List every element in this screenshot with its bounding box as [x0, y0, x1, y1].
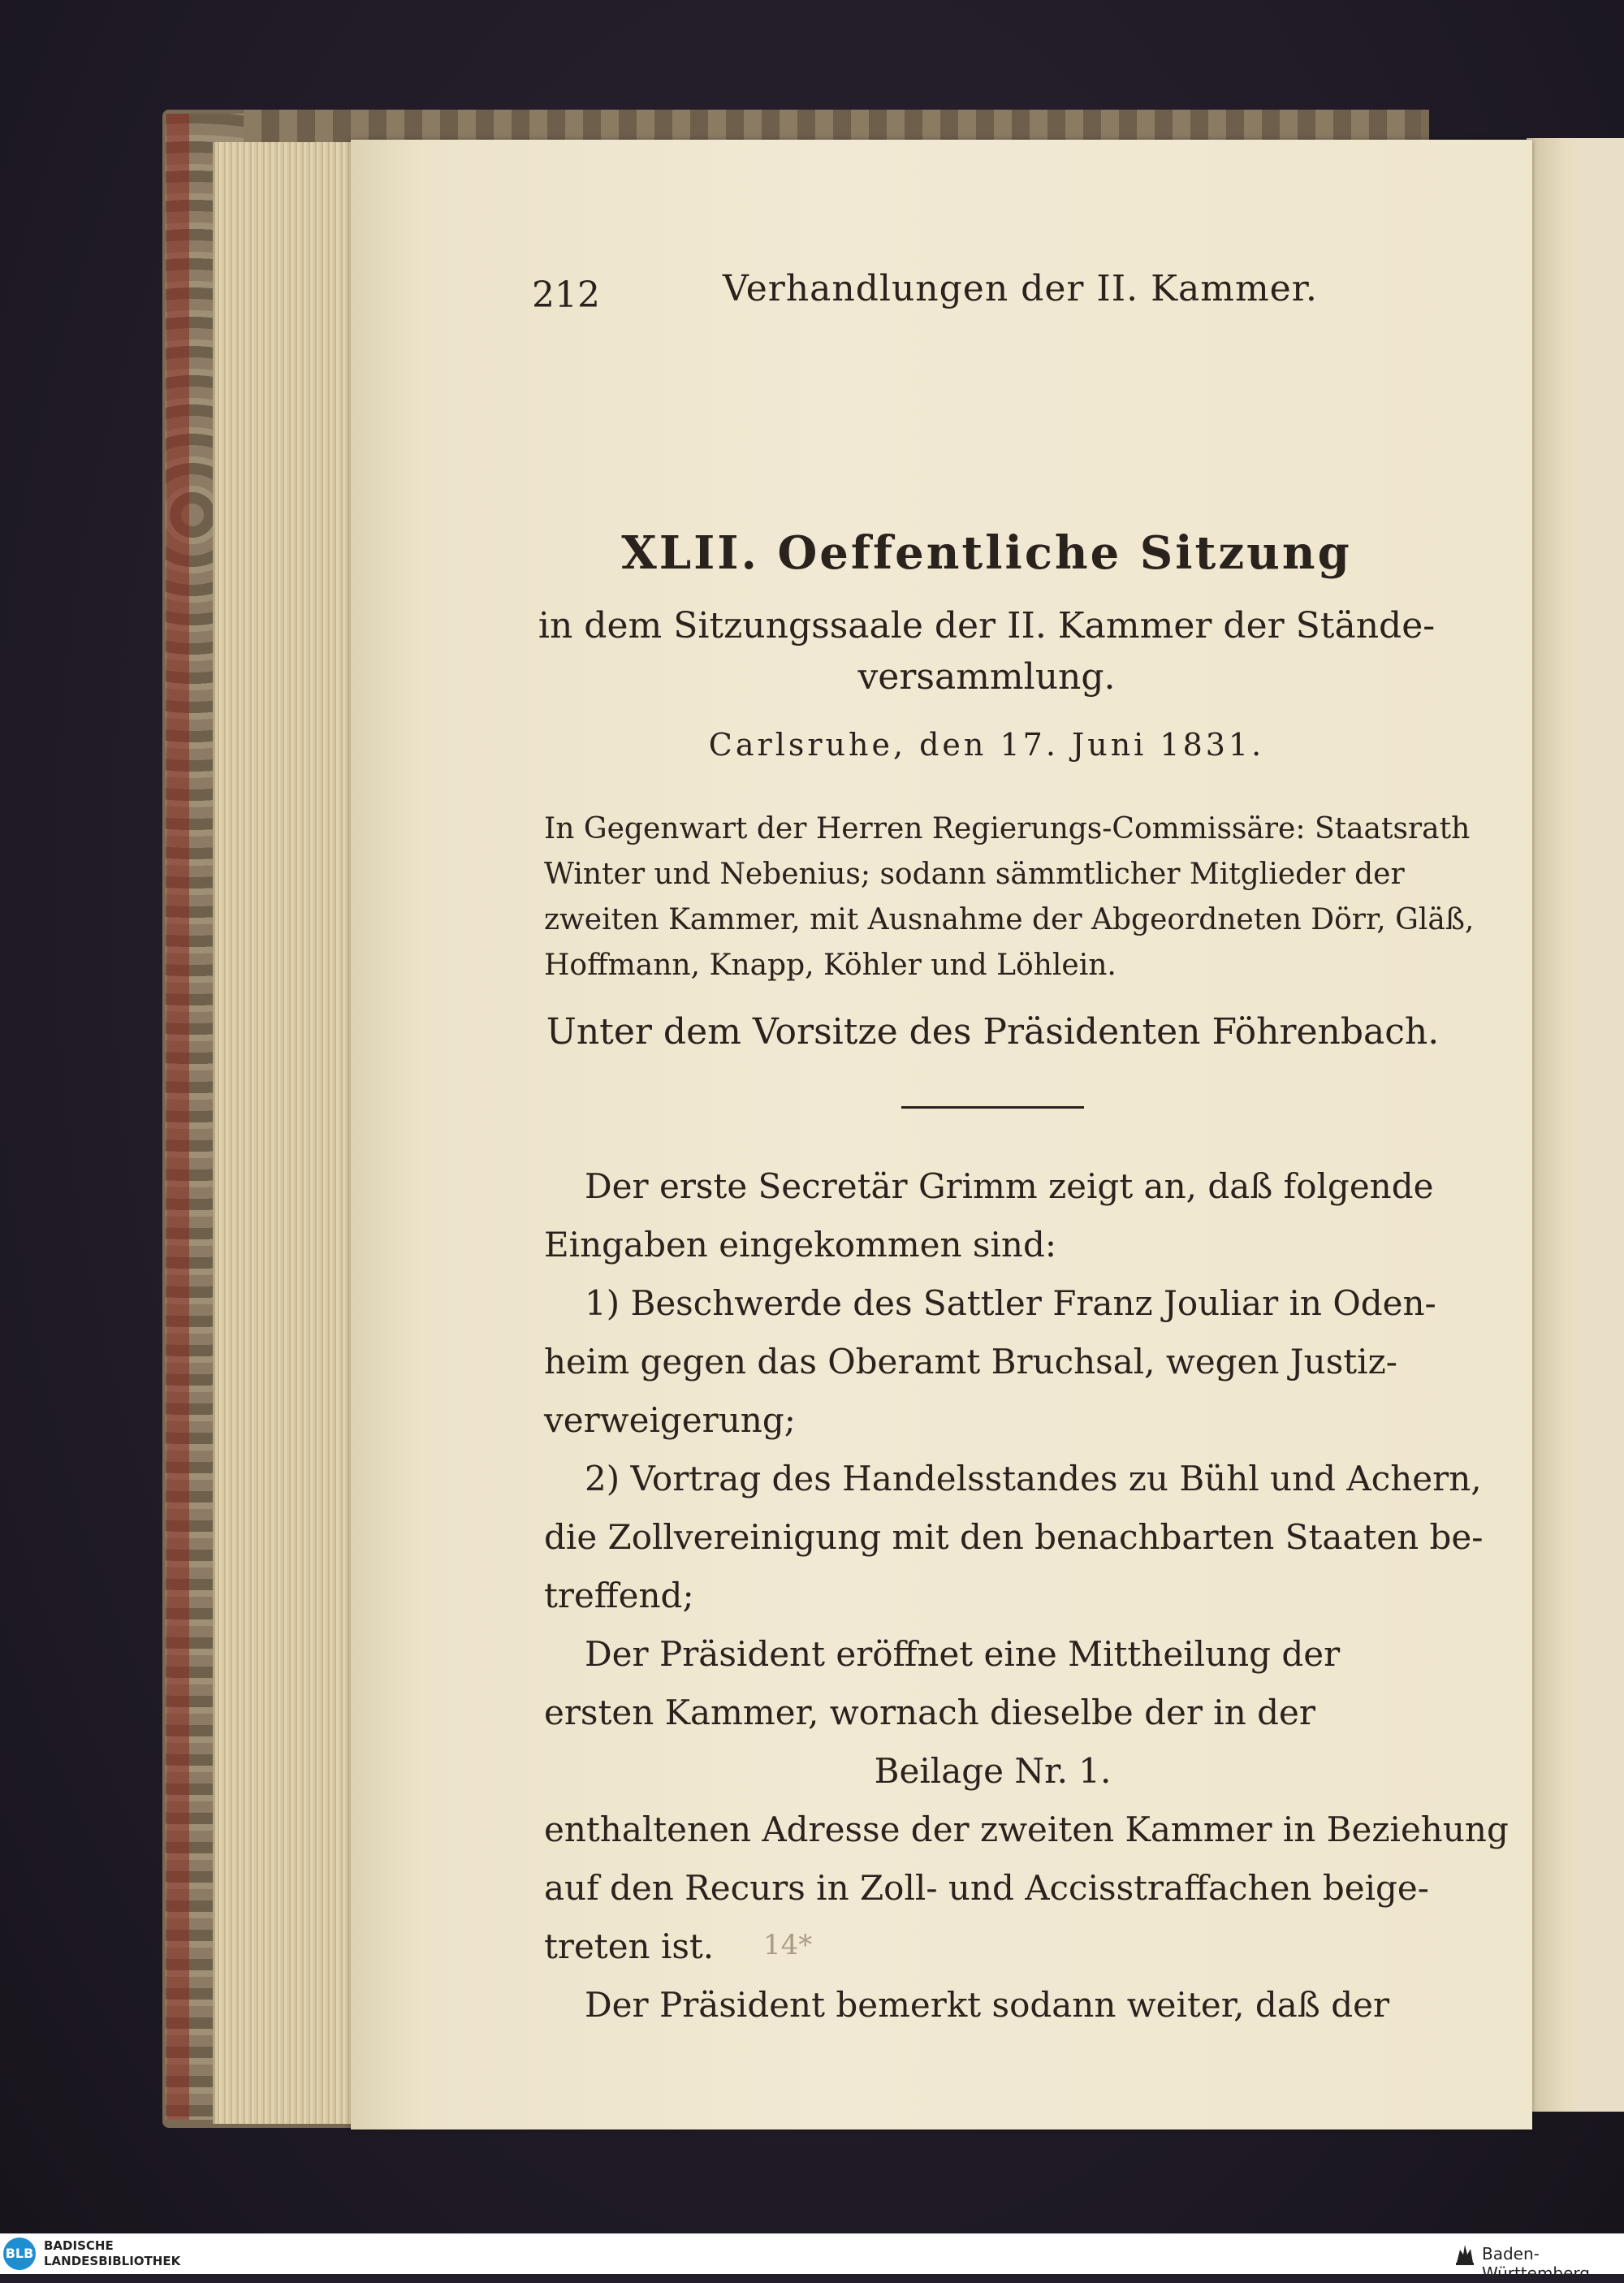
cover-top-edge	[244, 110, 1421, 142]
page-block-edges	[213, 142, 353, 2124]
presence-line: zweiten Kammer, mit Ausnahme der Abgeordneten Dörr, Gläß,	[544, 903, 1475, 936]
spine-edge	[166, 114, 189, 2120]
body-line: 2) Vortrag des Handelsstandes zu Bühl und Achern,	[585, 1459, 1482, 1498]
presence-line: Winter und Nebenius; sodann sämmtlicher Mitglieder der	[544, 858, 1405, 891]
baden-wuerttemberg-label: Baden-Württemberg	[1482, 2244, 1590, 2283]
page-number: 212	[532, 275, 600, 316]
blb-name-line-2: LANDESBIBLIOTHEK	[44, 2254, 181, 2268]
session-heading: XLII. Oeffentliche Sitzung	[621, 526, 1352, 580]
body-line: die Zollvereinigung mit den benachbarten Staaten be-	[544, 1517, 1484, 1557]
presence-line: Hoffmann, Knapp, Köhler und Löhlein.	[544, 949, 1116, 982]
body-line: Beilage Nr. 1.	[874, 1751, 1112, 1791]
body-line: Der Präsident bemerkt sodann weiter, daß der	[585, 1985, 1390, 2025]
body-line: enthaltenen Adresse der zweiten Kammer in Beziehung	[544, 1810, 1509, 1849]
session-subheading-line-1: in dem Sitzungssaale der II. Kammer der Stände-	[538, 605, 1436, 646]
presence-paragraph	[544, 806, 1475, 988]
body-line: heim gegen das Oberamt Bruchsal, wegen Justiz-	[544, 1342, 1397, 1381]
footer-bar	[0, 2233, 1624, 2283]
baden-wuerttemberg-lion-icon	[1453, 2242, 1476, 2266]
body-line: ersten Kammer, wornach dieselbe der in der	[544, 1693, 1315, 1732]
running-head: Verhandlungen der II. Kammer.	[723, 268, 1318, 309]
signature-mark: 14*	[763, 1929, 813, 1961]
body-line: Eingaben eingekommen sind:	[544, 1225, 1057, 1265]
presence-line: In Gegenwart der Herren Regierungs-Commissäre: Staatsrath	[544, 812, 1471, 845]
blb-logo-icon: BLB	[3, 2238, 36, 2270]
facing-page-edge	[1575, 138, 1624, 2112]
body-line: treffend;	[544, 1576, 694, 1615]
body-line: Der Präsident eröffnet eine Mittheilung der	[585, 1634, 1341, 1674]
presidency-line: Unter dem Vorsitze des Präsidenten Föhrenbach.	[546, 1011, 1440, 1053]
session-subheading-line-2: versammlung.	[857, 656, 1116, 698]
body-text	[544, 1157, 1509, 2034]
body-line: verweigerung;	[544, 1400, 796, 1440]
blb-name-line-1: BADISCHE	[44, 2238, 114, 2253]
section-rule	[901, 1106, 1084, 1109]
body-line: auf den Recurs in Zoll- und Accisstraffachen beige-	[544, 1868, 1429, 1908]
place-date: Carlsruhe, den 17. Juni 1831.	[708, 727, 1265, 763]
body-line: treten ist.	[544, 1926, 715, 1966]
body-line: 1) Beschwerde des Sattler Franz Jouliar in Oden-	[585, 1283, 1436, 1323]
body-line: Der erste Secretär Grimm zeigt an, daß folgende	[585, 1166, 1434, 1206]
